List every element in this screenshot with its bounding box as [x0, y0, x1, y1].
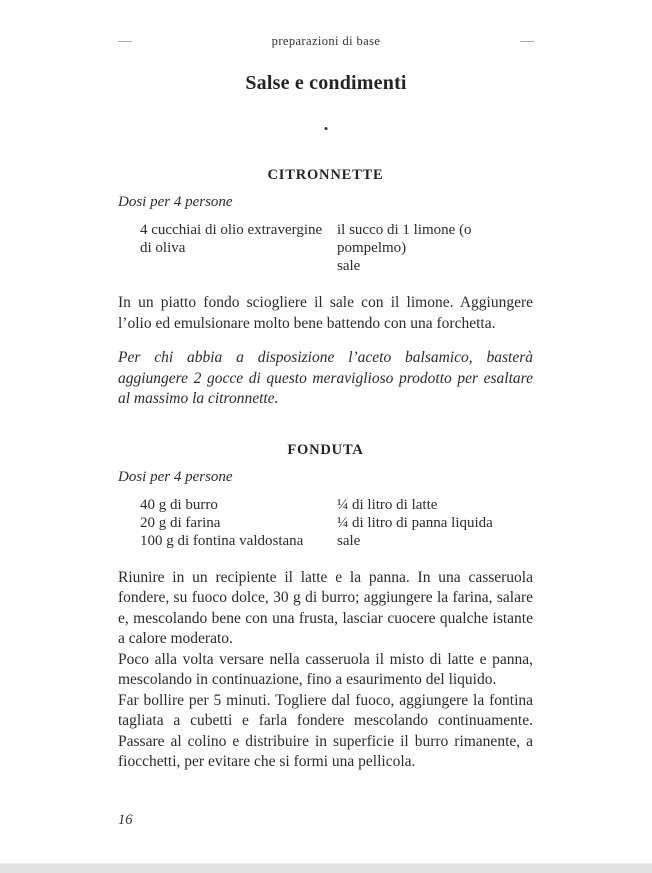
header-rule-left-icon: [118, 41, 132, 42]
servings-note: Dosi per 4 persone: [118, 468, 233, 485]
ingredient-item: ¼ di litro di panna liquida: [337, 514, 493, 531]
ingredients-table: [118, 496, 533, 550]
recipe-paragraph: In un piatto fondo sciogliere il sale con il limone. Aggiungere l’olio ed emulsionare molto bene battendo con una forchetta.: [118, 294, 533, 332]
recipe-citronnette: [118, 167, 533, 410]
ingredient-item: il succo di 1 limone (o pompelmo): [337, 222, 472, 256]
ingredients-column-left: [140, 221, 337, 275]
ingredient-item: ¼ di litro di latte: [337, 496, 438, 513]
page-number: 16: [118, 812, 133, 828]
text-block: [118, 167, 533, 773]
recipe-paragraph: Far bollire per 5 minuti. Togliere dal fuoco, aggiungere la fontina tagliata a cubetti e farla fondere mescolando continuamente. Passare al colino e distribuire in superficie il burro rimanente, a fiocchetti, per evitare che si formi una pellicola.: [118, 691, 533, 770]
ingredient-item: 40 g di burro: [140, 496, 218, 513]
ingredients-table: [118, 221, 533, 275]
recipe-paragraph: Riunire in un recipiente il latte e la panna. In una casseruola fondere, su fuoco dolce, 30 g di burro; aggiungere la farina, salare e, mescolando bene con una frusta, lasciar cuocere qualche istante a calore moderato.: [118, 568, 533, 647]
recipe-fonduta: [118, 442, 533, 773]
page-bottom-edge: [0, 863, 652, 873]
ingredients-column-right: [337, 221, 533, 275]
ingredients-column-left: [140, 496, 337, 550]
running-header-text: preparazioni di base: [271, 33, 381, 48]
running-header: [118, 34, 534, 48]
recipe-paragraph: Poco alla volta versare nella casseruola il misto di latte e panna, mescolando in continuazione, fino a esaurimento del liquido.: [118, 650, 533, 688]
ingredient-item: 20 g di farina: [140, 514, 221, 531]
ingredient-item: sale: [337, 258, 361, 274]
recipe-note: Per chi abbia a disposizione l’aceto balsamico, basterà aggiungere 2 gocce di questo meraviglioso prodotto per esaltare al massimo la citronnette.: [118, 349, 533, 407]
ingredient-item: sale: [337, 532, 361, 549]
ingredient-item: 4 cucchiai di olio extravergine di oliva: [140, 222, 323, 256]
recipe-title: CITRONNETTE: [267, 167, 384, 183]
ingredients-column-right: [337, 496, 533, 550]
section-separator-bullet: •: [323, 121, 329, 136]
header-rule-right-icon: [520, 41, 534, 42]
ingredient-item: 100 g di fontina valdostana: [140, 532, 304, 549]
recipe-title: FONDUTA: [287, 441, 364, 458]
chapter-title: Salse e condimenti: [245, 72, 407, 94]
servings-note: Dosi per 4 persone: [118, 194, 233, 210]
